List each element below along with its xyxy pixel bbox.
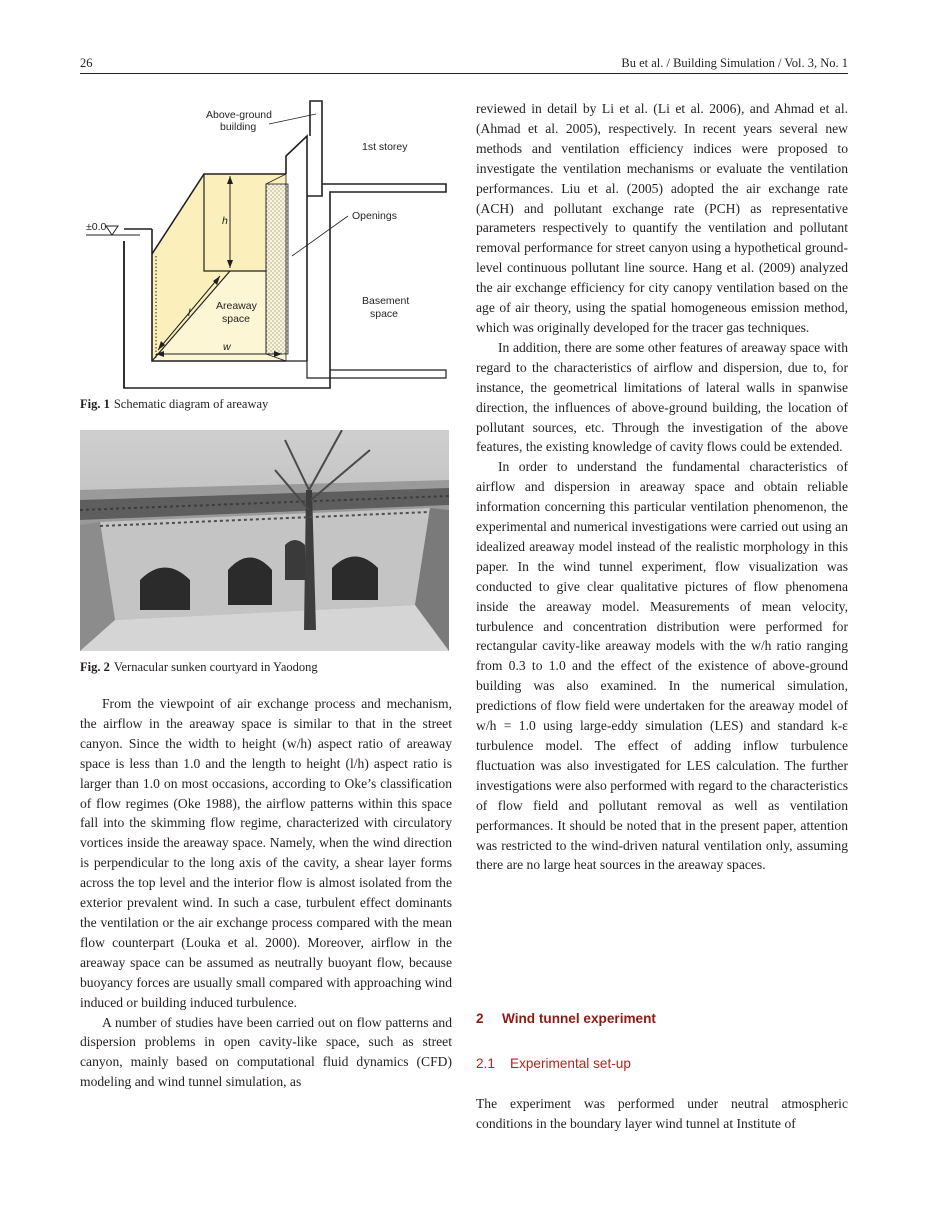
left-paragraph-1: From the viewpoint of air exchange process and mechanism, the airflow in the areaway space is similar to that in the street canyon. Since the width to height (w/h) aspect ratio of areaway space is less than 1.0 and the length to height (l/h) aspect ratio is larger than 1.0 on most occasions, according to Oke’s classification of flow regimes (Oke 1988), the airflow patterns within this space fall into the skimming flow regime, characterized with circulatory vortices inside the areaway space. Namely, when the wind direction is perpendicular to the long axis of the cavity, a shear layer forms across the top level and the interior flow is almost isolated from the exterior prevalent wind. In such a case, turbulent effect dominants the ventilation or the air exchange process compared with the mean flow counterpart (Louka et al. 2000). Moreover, airflow in the areaway space can be assumed as neutrally buoyant flow, because buoyancy forces are usually small compared with approaching wind induced or building induced turbulence. <box>80 696 452 1010</box>
building-wall <box>286 136 307 361</box>
figure-1-caption-text: Schematic diagram of areaway <box>113 397 269 411</box>
label-basement-space: space <box>370 308 399 320</box>
figure-1-label: Fig. 1 <box>80 397 110 411</box>
openings-panel <box>266 184 288 354</box>
label-basement: Basement <box>362 295 410 307</box>
arch-door-1 <box>140 568 190 611</box>
header-rule <box>80 73 848 74</box>
section-2-1-text <box>476 1094 848 1134</box>
right-column-text <box>476 99 848 875</box>
section-2-1-number: 2.1 <box>476 1056 495 1071</box>
label-above-ground: Above-ground <box>206 109 272 121</box>
right-paragraph-3: In order to understand the fundamental characteristics of airflow and dispersion in areaway space and obtain reliable information concerning this particular ventilation phenomenon, the experimental and numerical investigations were carried out using an idealized areaway model instead of the realistic morphology in this paper. In the wind tunnel experiment, flow visualization was conducted to give clear qualitative pictures of flow phenomena inside the areaway model. Measurements of mean velocity, turbulence and concentration distribution were performed for rectangular cavity-like areaway models with the w/h ratio ranging from 0.3 to 1.0 and the effect of the existence of above-ground building was also examined. In the numerical simulation, predictions of flow field were undertaken for the areaway model of w/h = 1.0 using large-eddy simulation (LES) and standard k-ε turbulence model. The effect of adding inflow turbulence fluctuation was also investigated for LES calculation. The further investigations were also performed with regard to the characteristics of flow field and pollutant removal as well as ventilation performances. It should be noted that in the present paper, attention was restricted to the wind-driven natural ventilation only, assuming there are no large heat sources in the areaway spaces. <box>476 459 848 873</box>
section-2-1-paragraph: The experiment was performed under neutral atmospheric conditions in the boundary layer wind tunnel at Institute of <box>476 1096 848 1131</box>
figure-1-caption <box>80 396 268 412</box>
label-w: w <box>223 341 231 353</box>
section-2-number: 2 <box>476 1011 484 1026</box>
running-title: Bu et al. / Building Simulation / Vol. 3, No. 1 <box>621 56 848 70</box>
label-building: building <box>220 121 257 133</box>
section-2-title: Wind tunnel experiment <box>502 1011 656 1026</box>
page-number: 26 <box>80 56 93 70</box>
arch-door-3 <box>332 557 378 601</box>
page-header <box>80 56 848 72</box>
label-space: space <box>222 313 251 325</box>
figure-2-photo <box>80 430 449 651</box>
label-l: l <box>188 307 191 319</box>
figure-2-caption <box>80 659 318 675</box>
figure-2-label: Fig. 2 <box>80 660 110 674</box>
label-openings: Openings <box>352 210 397 222</box>
right-paragraph-1: reviewed in detail by Li et al. (Li et al. 2006), and Ahmad et al. (Ahmad et al. 2005), respectively. In recent years several new methods and ventilation efficiency indices were proposed to investigate the ventilation mechanisms or evaluate the ventilation performances. Liu et al. (2005) adopted the air exchange rate (ACH) and pollutant exchange rate (PCH) as representative parameters respectively to quantify the ventilation and pollutant removal performance for street canyon using a hypothetical ground-level continuous pollutant line source. Hang et al. (2009) analyzed the air exchange efficiency for city canopy ventilation based on the age of air theory, using the spatial homogeneous emission method, which was originally developed for the tracer gas techniques. <box>476 101 848 335</box>
figure-2-caption-text: Vernacular sunken courtyard in Yaodong <box>113 660 318 674</box>
label-areaway: Areaway <box>216 300 257 312</box>
section-2-heading <box>476 1011 656 1026</box>
left-column-text <box>80 694 452 1092</box>
label-first-storey: 1st storey <box>362 141 408 153</box>
label-h: h <box>222 215 228 227</box>
right-paragraph-2: In addition, there are some other features of areaway space with regard to the characteristics of airflow and dispersion, due to, for instance, the geometrical limitations of lateral walls in spanwise direction, the influences of above-ground building, the location of pollutant sources, etc. Through the investigation of the above features, the existing knowledge of cavity flows could be extended. <box>476 339 848 455</box>
arch-door-2 <box>228 558 272 606</box>
section-2-1-title: Experimental set-up <box>510 1056 631 1071</box>
figure-1-schematic <box>80 96 452 391</box>
section-2-1-heading <box>476 1056 631 1071</box>
label-datum: ±0.0 <box>86 221 107 233</box>
left-paragraph-2: A number of studies have been carried out on flow patterns and dispersion problems in open cavity-like space, such as street canyon, mainly based on computational fluid dynamics (CFD) modeling and wind tunnel simulation, as <box>80 1014 452 1090</box>
